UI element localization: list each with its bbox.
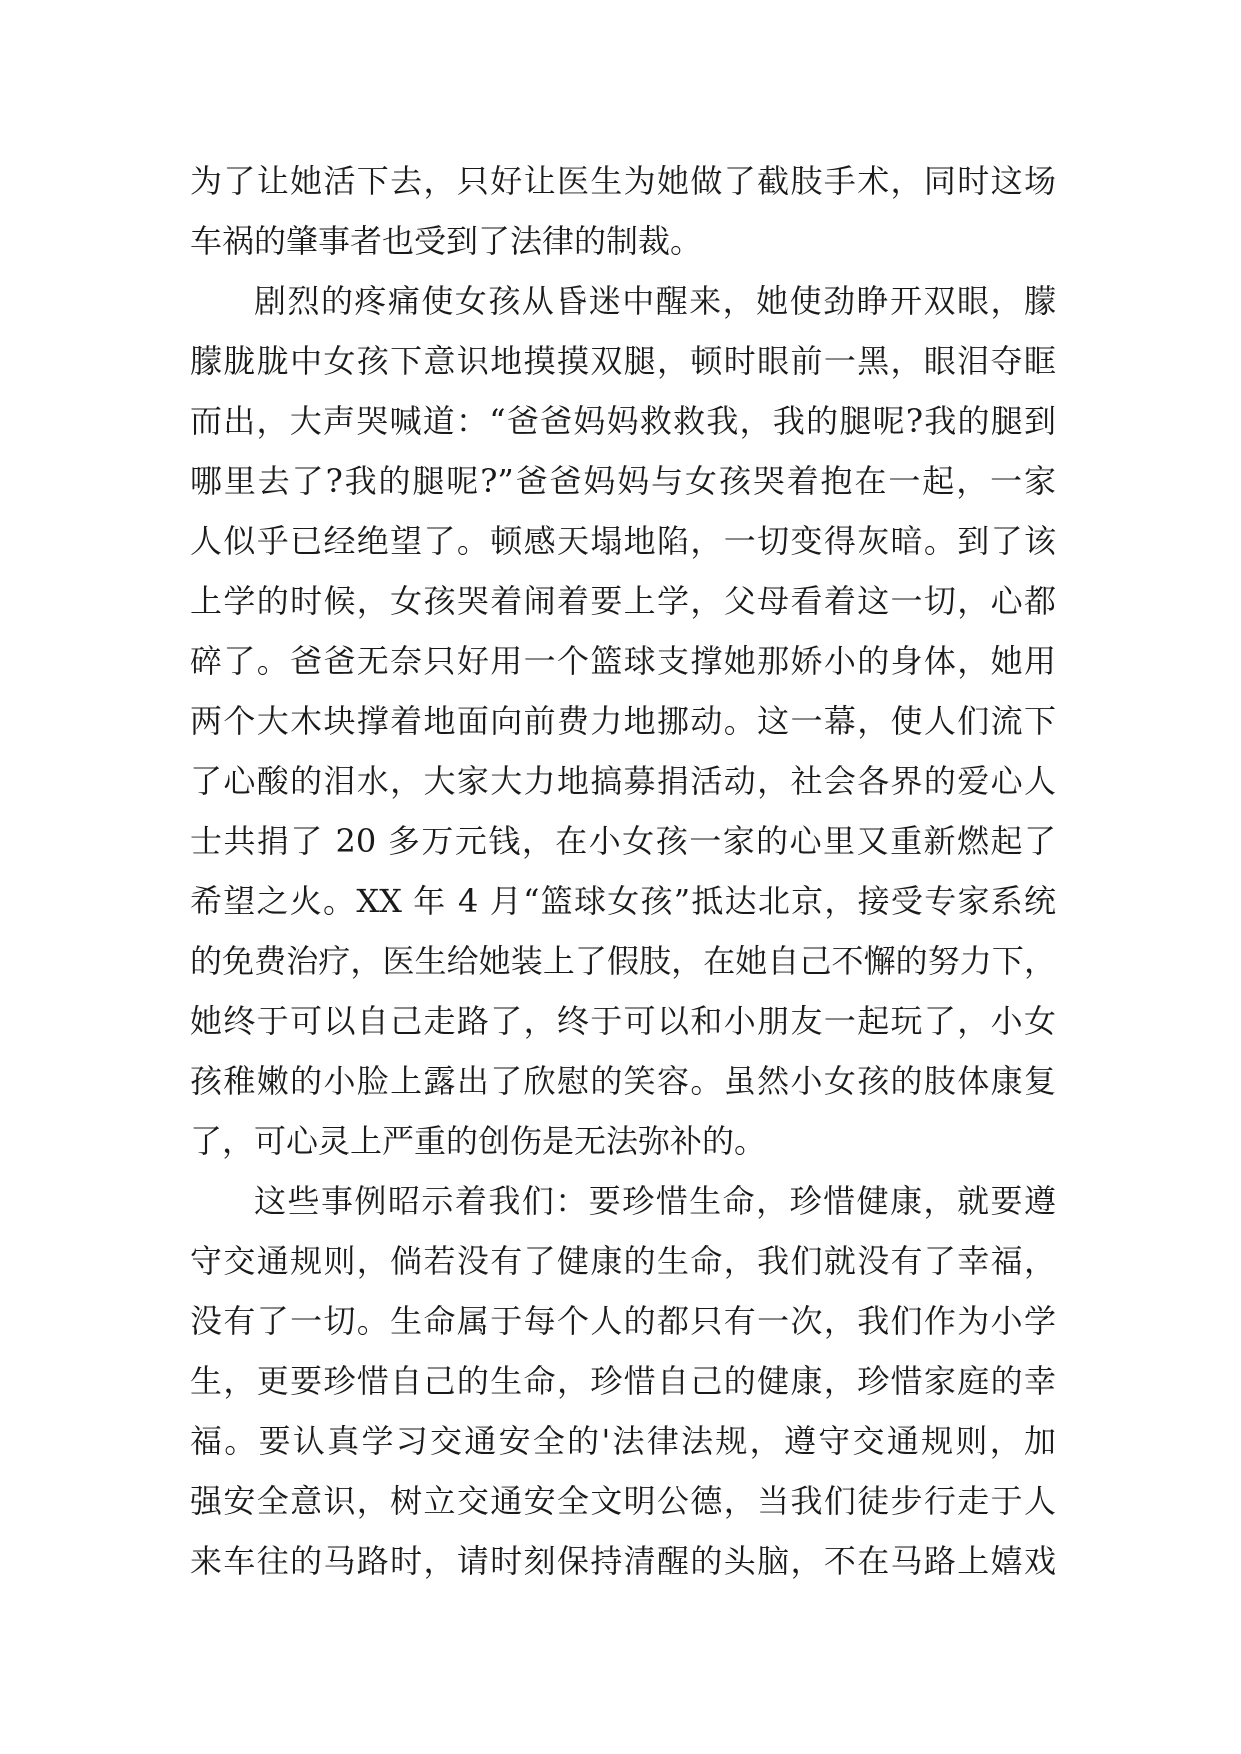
text-line: 福。要认真学习交通安全的'法律法规，遵守交通规则，加 [190, 1422, 1056, 1460]
text-line: 孩稚嫩的小脸上露出了欣慰的笑容。虽然小女孩的肢体康复 [190, 1062, 1056, 1100]
text-line: 强安全意识，树立交通安全文明公德，当我们徒步行走于人 [190, 1482, 1056, 1520]
text-line: 车祸的肇事者也受到了法律的制裁。 [190, 222, 703, 260]
text-line: 哪里去了?我的腿呢?”爸爸妈妈与女孩哭着抱在一起，一家 [190, 462, 1056, 500]
text-line: 没有了一切。生命属于每个人的都只有一次，我们作为小学 [190, 1302, 1056, 1340]
text-line: 士共捐了 20 多万元钱，在小女孩一家的心里又重新燃起了 [190, 822, 1056, 860]
text-line: 两个大木块撑着地面向前费力地挪动。这一幕，使人们流下 [190, 702, 1056, 740]
text-line: 守交通规则，倘若没有了健康的生命，我们就没有了幸福， [190, 1242, 1056, 1280]
text-line: 了心酸的泪水，大家大力地搞募捐活动，社会各界的爱心人 [190, 762, 1056, 800]
text-line: 的免费治疗，医生给她装上了假肢，在她自己不懈的努力下， [190, 942, 1056, 980]
text-line: 上学的时候，女孩哭着闹着要上学，父母看着这一切，心都 [190, 582, 1056, 620]
text-line: 她终于可以自己走路了，终于可以和小朋友一起玩了，小女 [190, 1002, 1056, 1040]
text-line: 生，更要珍惜自己的生命，珍惜自己的健康，珍惜家庭的幸 [190, 1362, 1056, 1400]
text-line: 这些事例昭示着我们：要珍惜生命，珍惜健康，就要遵 [254, 1182, 1056, 1220]
text-line: 希望之火。XX 年 4 月“篮球女孩”抵达北京，接受专家系统 [190, 882, 1056, 920]
text-line: 剧烈的疼痛使女孩从昏迷中醒来，她使劲睁开双眼，朦 [254, 282, 1056, 320]
text-line: 碎了。爸爸无奈只好用一个篮球支撑她那娇小的身体，她用 [190, 642, 1056, 680]
text-line: 为了让她活下去，只好让医生为她做了截肢手术，同时这场 [190, 162, 1056, 200]
text-line: 而出，大声哭喊道：“爸爸妈妈救救我，我的腿呢?我的腿到 [190, 402, 1056, 440]
text-line: 人似乎已经绝望了。顿感天塌地陷，一切变得灰暗。到了该 [190, 522, 1056, 560]
text-line: 来车往的马路时，请时刻保持清醒的头脑，不在马路上嬉戏 [190, 1542, 1056, 1580]
text-line: 了，可心灵上严重的创伤是无法弥补的。 [190, 1122, 767, 1160]
text-line: 朦胧胧中女孩下意识地摸摸双腿，顿时眼前一黑，眼泪夺眶 [190, 342, 1056, 380]
document-body [190, 151, 1056, 1591]
